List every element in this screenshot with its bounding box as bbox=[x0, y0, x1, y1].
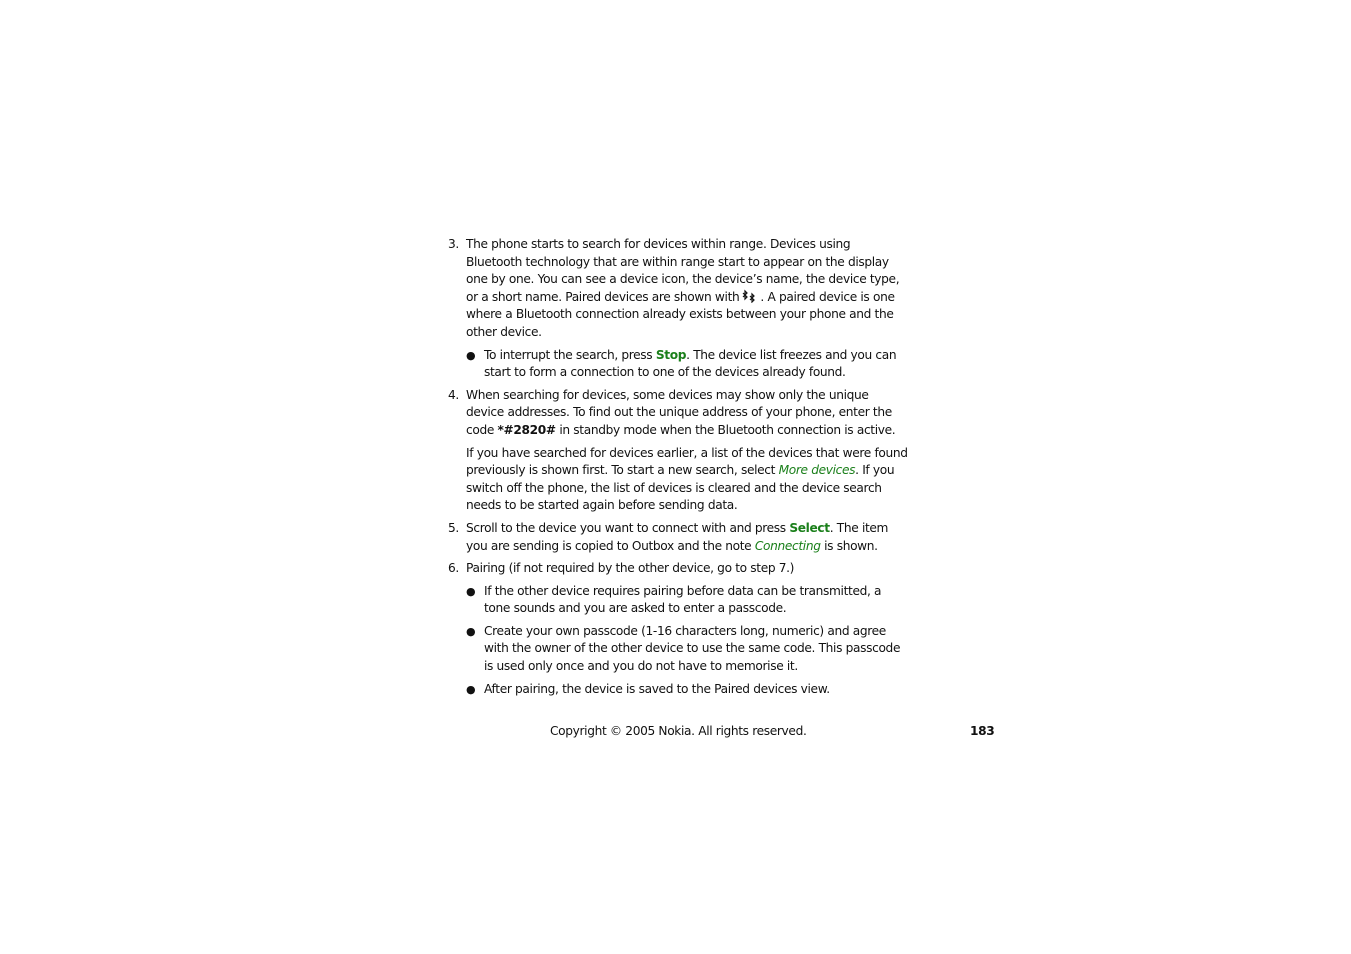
step-4-text-part2: in standby mode when the Bluetooth connection is active. bbox=[555, 422, 896, 437]
list-item-step-4 bbox=[448, 387, 908, 515]
bullet-text-part1: To interrupt the search, press bbox=[484, 347, 656, 362]
step-5-text bbox=[466, 520, 908, 555]
stop-key-label: Stop bbox=[655, 347, 687, 362]
list-item bbox=[466, 583, 908, 618]
list-item bbox=[466, 681, 908, 699]
list-item bbox=[466, 623, 908, 676]
more-devices-option: More devices bbox=[778, 463, 856, 478]
bullet-text: Create your own passcode (1-16 characters long, numeric) and agree with the owner of the other device to use the same code. This passcode is used only once and you do not have to memorise it. bbox=[484, 623, 901, 674]
step-5-text-part3: is shown. bbox=[820, 538, 878, 553]
bullet-text-part2: . The device list freezes and you can start to form a connection to one of the devices already found. bbox=[484, 347, 897, 380]
list-item-step-6 bbox=[448, 560, 908, 698]
list-item bbox=[466, 347, 908, 382]
copyright-notice: Copyright © 2005 Nokia. All rights reserved. bbox=[550, 724, 807, 738]
bullet-icon: ● bbox=[466, 682, 476, 696]
service-code: *#2820# bbox=[497, 422, 556, 437]
bullet-text: If the other device requires pairing before data can be transmitted, a tone sounds and you are asked to enter a passcode. bbox=[484, 583, 882, 616]
step-4-para2-part1: If you have searched for devices earlier, a list of the devices that were found previously is shown first. To start a new search, select bbox=[466, 445, 908, 478]
step-4-para2-part2: . If you switch off the phone, the list of devices is cleared and the device search needs to be started again before sending data. bbox=[466, 463, 895, 513]
step-4-text-part1: When searching for devices, some devices may show only the unique device addresses. To find out the unique address of your phone, enter the code bbox=[466, 387, 892, 437]
bullet-icon: ● bbox=[466, 584, 476, 598]
bullet-icon: ● bbox=[466, 348, 476, 362]
select-key-label: Select bbox=[789, 520, 830, 535]
connecting-note: Connecting bbox=[754, 538, 821, 553]
step-number: 5. bbox=[448, 520, 459, 535]
page-body bbox=[448, 236, 908, 698]
step-5-text-part1: Scroll to the device you want to connect with and press bbox=[466, 520, 790, 535]
step-3-text bbox=[466, 236, 908, 342]
paired-bluetooth-icon bbox=[741, 289, 759, 303]
step-4-paragraph-2 bbox=[466, 445, 908, 515]
list-item-step-5 bbox=[448, 520, 908, 555]
step-3-text-part1: The phone starts to search for devices within range. Devices using Bluetooth technology that are within range start to appear on the display one by one. You can see a device icon, the device’s name, the device type, or a short name. Paired devices are shown with bbox=[466, 237, 900, 304]
step-number: 3. bbox=[448, 237, 459, 251]
bullet-text: After pairing, the device is saved to the Paired devices view. bbox=[484, 681, 830, 696]
page-number: 183 bbox=[970, 724, 995, 738]
bullet-icon: ● bbox=[466, 624, 476, 638]
step-5-text-part2: . The item you are sending is copied to Outbox and the note bbox=[466, 520, 889, 553]
step-4-text bbox=[466, 387, 908, 440]
step-number: 4. bbox=[448, 387, 459, 402]
step-3-text-part2: . A paired device is one where a Bluetooth connection already exists between your phone and the other device. bbox=[466, 289, 895, 339]
list-item-step-3 bbox=[448, 236, 908, 382]
step-number: 6. bbox=[448, 561, 459, 576]
step-6-text: Pairing (if not required by the other device, go to step 7.) bbox=[466, 561, 795, 576]
